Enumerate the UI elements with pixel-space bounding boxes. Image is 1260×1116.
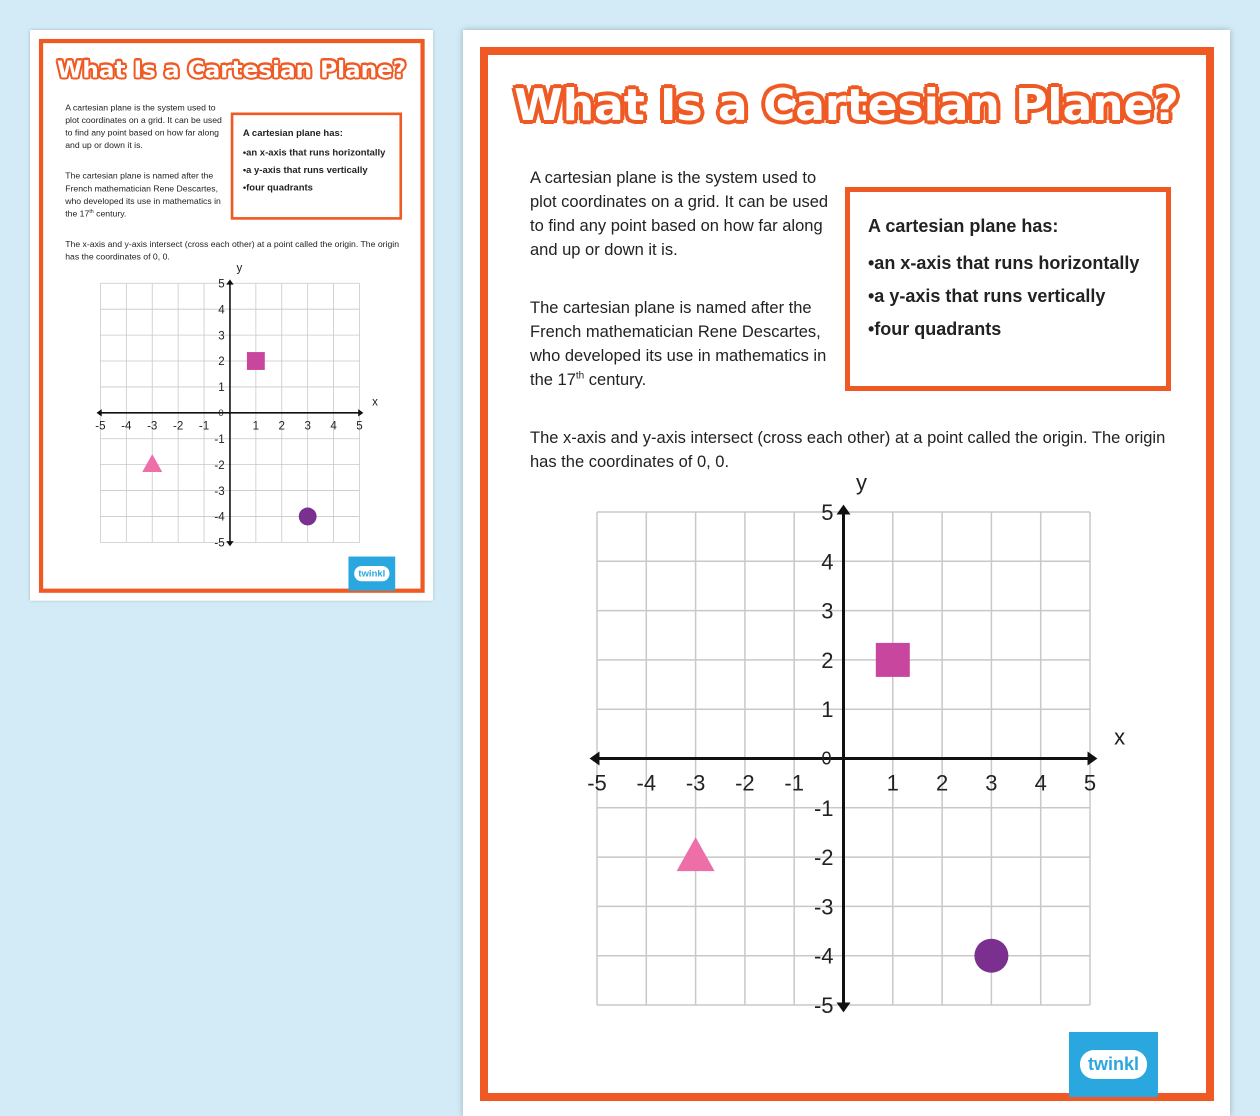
history-paragraph — [530, 296, 830, 392]
point-circle — [299, 508, 317, 526]
y-axis-arrow-up — [837, 505, 851, 515]
facts-item: •a y-axis that runs vertically — [242, 164, 368, 176]
origin-label: 0 — [821, 748, 832, 769]
point-circle — [974, 939, 1008, 973]
facts-item: •an x-axis that runs horizontally — [868, 253, 1140, 273]
x-axis-label: x — [1114, 724, 1126, 750]
y-tick-label: -4 — [813, 943, 834, 969]
facts-box — [231, 113, 402, 220]
x-axis-arrow-left — [590, 752, 600, 766]
y-tick-label: 3 — [218, 330, 225, 343]
x-axis-arrow-left — [97, 409, 102, 416]
y-tick-label: -3 — [813, 894, 834, 920]
y-tick-label: -1 — [214, 433, 225, 446]
y-tick-label: -2 — [813, 845, 834, 871]
logo-text: twinkl — [1080, 1050, 1147, 1079]
facts-box — [845, 187, 1171, 391]
point-square — [247, 352, 265, 370]
origin-label: 0 — [218, 407, 224, 419]
y-tick-label: -5 — [813, 993, 834, 1018]
x-axis-arrow-right — [1088, 752, 1098, 766]
y-axis-label: y — [236, 262, 243, 275]
twinkl-logo — [348, 557, 395, 591]
twinkl-logo — [1069, 1032, 1158, 1097]
y-axis-arrow-up — [226, 279, 233, 284]
y-tick-label: 5 — [821, 500, 834, 525]
y-axis-arrow-down — [226, 541, 233, 546]
intro-paragraph: A cartesian plane is the system used to plot coordinates on a grid. It can be used to find any point based on how far along and up or down it is. — [530, 169, 829, 259]
x-tick-label: 5 — [356, 420, 363, 433]
worksheet-title: What Is a Cartesian Plane? — [514, 80, 1179, 131]
x-tick-label: 4 — [1034, 770, 1047, 796]
x-tick-label: 3 — [985, 770, 998, 796]
ordinal-suffix: th — [575, 370, 585, 382]
x-tick-label: -5 — [587, 770, 607, 796]
point-square — [876, 643, 910, 677]
cartesian-grid — [83, 261, 388, 576]
x-tick-label: 1 — [886, 770, 899, 796]
x-tick-label: -1 — [198, 420, 210, 433]
facts-list — [868, 250, 1158, 349]
ordinal-suffix: th — [89, 208, 94, 215]
worksheet-page-preview — [463, 30, 1230, 1116]
y-axis-arrow-down — [837, 1003, 851, 1013]
x-tick-label: -4 — [636, 770, 657, 796]
y-tick-label: 1 — [218, 382, 225, 395]
y-tick-label: 2 — [821, 647, 834, 673]
facts-item: •four quadrants — [242, 181, 313, 193]
history-paragraph — [65, 170, 223, 220]
x-tick-label: -2 — [735, 770, 755, 796]
x-tick-label: -1 — [784, 770, 804, 796]
cartesian-grid — [563, 470, 1143, 1070]
x-tick-label: 1 — [252, 420, 260, 433]
x-axis-arrow-right — [358, 409, 363, 416]
facts-item: •an x-axis that runs horizontally — [242, 147, 386, 158]
y-tick-label: 1 — [821, 697, 834, 723]
y-tick-label: 5 — [218, 278, 225, 291]
x-tick-label: 4 — [330, 420, 337, 433]
facts-item: •four quadrants — [868, 319, 1002, 339]
y-tick-label: 3 — [821, 598, 834, 624]
worksheet-page-thumbnail — [30, 30, 433, 601]
facts-list — [243, 146, 395, 198]
x-tick-label: -5 — [95, 420, 106, 433]
y-tick-label: -2 — [214, 459, 225, 472]
origin-paragraph: The x-axis and y-axis intersect (cross each other) at a point called the origin. The origin has the coordinates of 0, 0. — [530, 429, 1166, 471]
point-triangle — [142, 454, 162, 472]
x-tick-label: -3 — [685, 770, 706, 796]
y-tick-label: -3 — [214, 485, 225, 498]
y-tick-label: 4 — [821, 549, 834, 575]
y-tick-label: 4 — [218, 304, 225, 317]
x-tick-label: 2 — [935, 770, 949, 796]
history-text-end: century. — [584, 371, 647, 389]
history-text: The cartesian plane is named after the French mathematician Rene Descartes, who developed its use in mathematics in the 17 — [65, 171, 221, 219]
y-tick-label: -4 — [214, 511, 225, 524]
y-axis-label: y — [856, 470, 867, 495]
facts-item: •a y-axis that runs vertically — [868, 286, 1106, 306]
x-tick-label: 5 — [1083, 770, 1097, 796]
history-text-end: century. — [93, 209, 127, 219]
facts-heading: A cartesian plane has: — [242, 127, 343, 139]
history-text: The cartesian plane is named after the French mathematician Rene Descartes, who developed its use in mathematics in the 17 — [530, 299, 827, 389]
y-tick-label: 2 — [218, 356, 225, 369]
intro-paragraph: A cartesian plane is the system used to plot coordinates on a grid. It can be used to find any point based on how far along and up or down it is. — [65, 103, 222, 151]
x-tick-label: -3 — [147, 420, 158, 433]
worksheet-title: What Is a Cartesian Plane? — [56, 56, 407, 84]
origin-paragraph: The x-axis and y-axis intersect (cross each other) at a point called the origin. The origin has the coordinates of 0, 0. — [65, 239, 400, 262]
y-tick-label: -1 — [813, 795, 834, 821]
x-tick-label: -4 — [121, 420, 132, 433]
point-triangle — [677, 837, 715, 871]
x-tick-label: -2 — [172, 420, 184, 433]
x-tick-label: 3 — [304, 420, 311, 433]
facts-heading: A cartesian plane has: — [868, 216, 1059, 236]
logo-text: twinkl — [354, 566, 389, 581]
x-tick-label: 2 — [278, 420, 285, 433]
y-tick-label: -5 — [214, 537, 225, 550]
x-axis-label: x — [372, 396, 378, 409]
